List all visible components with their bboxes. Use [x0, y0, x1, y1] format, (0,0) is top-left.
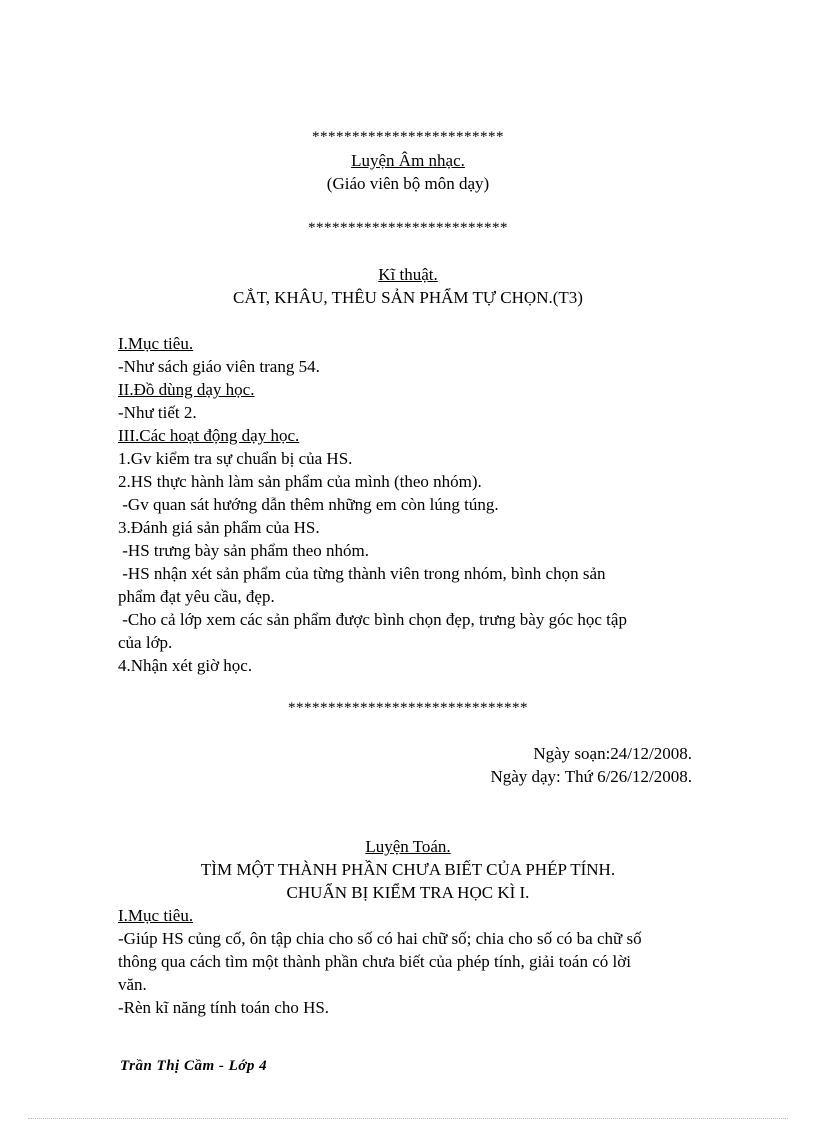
text-line: -Gv quan sát hướng dẫn thêm những em còn lúng túng.	[118, 495, 499, 514]
heading-objectives: I.Mục tiêu.	[118, 334, 194, 353]
text-line: của lớp.	[118, 633, 173, 652]
heading-objectives: I.Mục tiêu.	[118, 906, 194, 925]
text-line: 3.Đánh giá sản phẩm của HS.	[118, 518, 320, 537]
text-line: -Như tiết 2.	[118, 403, 197, 422]
footer-divider	[28, 1118, 788, 1119]
text-line: -Rèn kĩ năng tính toán cho HS.	[118, 998, 330, 1017]
text-line: -Cho cả lớp xem các sản phẩm được bình chọn đẹp, trưng bày góc học tập	[118, 610, 627, 629]
section-title-math: Luyện Toán.	[365, 837, 451, 856]
text-line: văn.	[118, 975, 147, 994]
section-title-music: Luyện Âm nhạc.	[351, 151, 465, 170]
section-subtitle-math: CHUẨN BỊ KIỂM TRA HỌC KÌ I.	[286, 883, 530, 902]
text-line: 2.HS thực hành làm sản phẩm của mình (theo nhóm).	[118, 472, 482, 491]
heading-materials: II.Đồ dùng dạy học.	[118, 380, 255, 399]
text-line: -Giúp HS củng cố, ôn tập chia cho số có hai chữ số; chia cho số có ba chữ số	[118, 929, 642, 948]
separator-stars: ******************************	[288, 700, 528, 716]
page-footer: Trần Thị Cầm - Lớp 4	[120, 1058, 268, 1074]
separator-stars: *************************	[308, 220, 508, 236]
text-line: -Như sách giáo viên trang 54.	[118, 357, 320, 376]
date-taught: Ngày dạy: Thứ 6/26/12/2008.	[490, 767, 692, 786]
text-line: 1.Gv kiểm tra sự chuẩn bị của HS.	[118, 449, 353, 468]
date-prepared: Ngày soạn:24/12/2008.	[533, 744, 692, 763]
section-subtitle-music: (Giáo viên bộ môn dạy)	[326, 174, 490, 193]
text-line: -HS nhận xét sản phẩm của từng thành viên trong nhóm, bình chọn sản	[118, 564, 606, 583]
text-line: phẩm đạt yêu cầu, đẹp.	[118, 587, 275, 606]
text-line: -HS trưng bày sản phẩm theo nhóm.	[118, 541, 369, 560]
heading-activities: III.Các hoạt động dạy học.	[118, 426, 300, 445]
section-title-tech: Kĩ thuật.	[378, 265, 438, 284]
text-line: thông qua cách tìm một thành phần chưa biết của phép tính, giải toán có lời	[118, 952, 631, 971]
section-subtitle-math: TÌM MỘT THÀNH PHẦN CHƯA BIẾT CỦA PHÉP TÍNH.	[200, 860, 616, 879]
section-subtitle-tech: CẮT, KHÂU, THÊU SẢN PHẨM TỰ CHỌN.(T3)	[233, 288, 583, 307]
separator-stars: ************************	[312, 129, 504, 145]
text-line: 4.Nhận xét giờ học.	[118, 656, 253, 675]
